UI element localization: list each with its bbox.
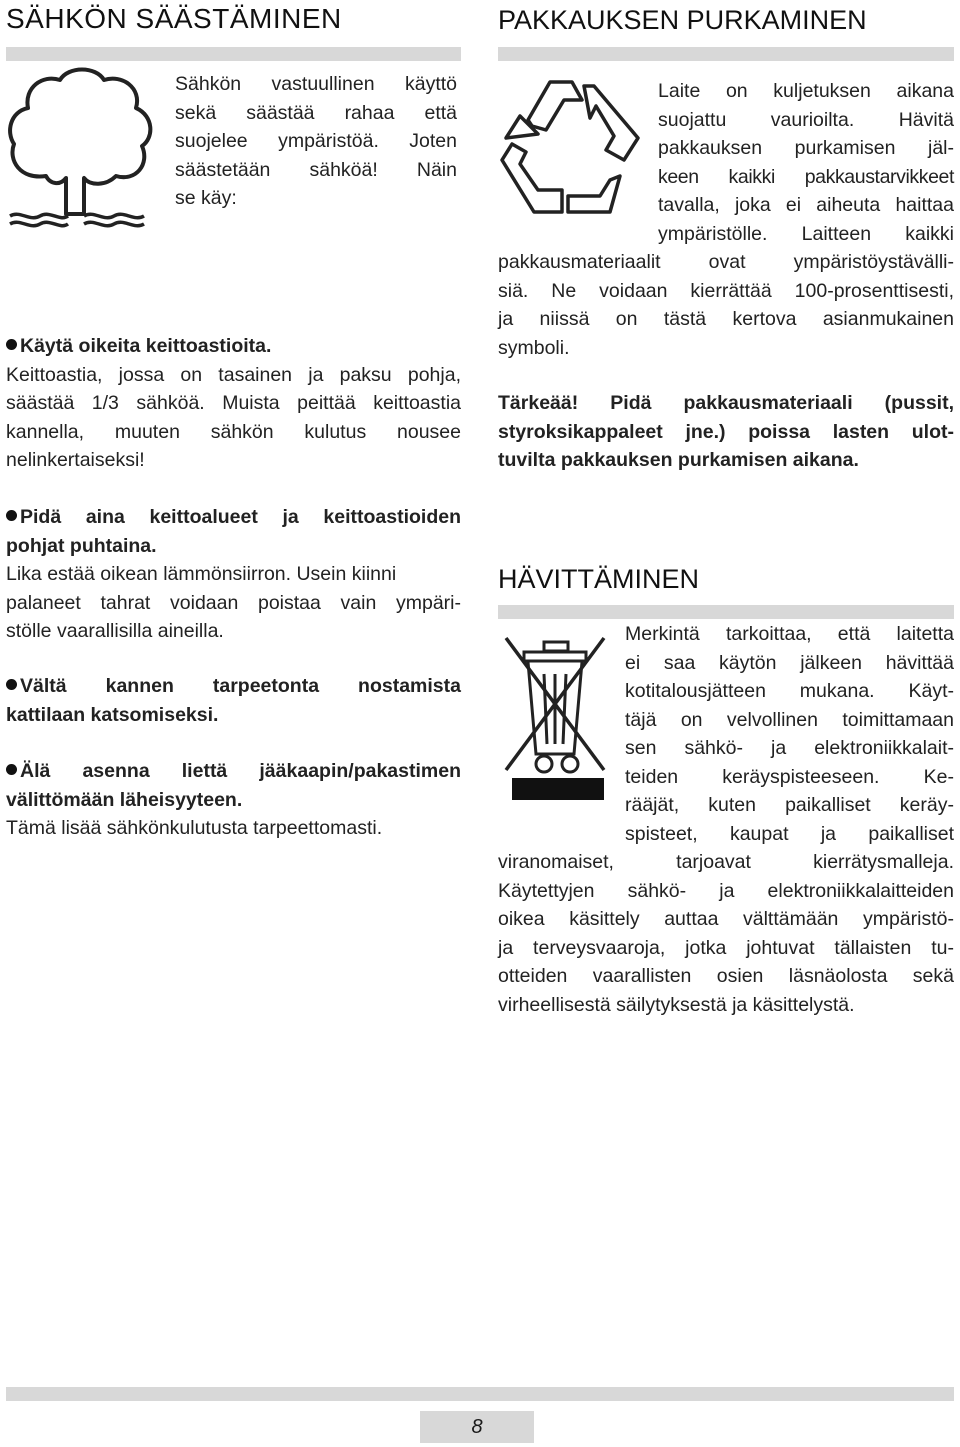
bullet-icon (6, 679, 17, 690)
unpacking-line: ja niissä on tästä kertova asianmukainen (498, 308, 954, 330)
tip-heading: Käytä oikeita keittoastioita. (6, 332, 461, 361)
tip-heading: Pidä aina keittoalueet ja keittoastioiden (6, 503, 461, 532)
tip-lid (6, 672, 461, 729)
important-warning (498, 389, 954, 475)
tip-body-line: säästää 1/3 sähköä. Muista peittää keittoastia (6, 392, 461, 414)
bullet-icon (6, 764, 17, 775)
disposal-line: viranomaiset, tarjoavat kierrätysmalleja. (498, 851, 954, 873)
tip-body-line: palaneet tahrat voidaan poistaa vain ympäri- (6, 591, 461, 614)
important-line: styroksikappaleet jne.) poissa lasten ulot- (498, 420, 954, 443)
disposal-line: ei saa käytön jälkeen hävittää (625, 651, 954, 674)
unpacking-rest (498, 248, 954, 362)
unpacking-line: symboli. (498, 336, 570, 359)
tip-heading: Älä asenna liettä jääkaapin/pakastimen (6, 757, 461, 786)
unpacking-line: keen kaikki pakkaustarvikkeet (658, 165, 954, 188)
disposal-intro (625, 620, 954, 848)
disposal-line: ja terveysvaaroja, jotka johtuvat tällaisten tu- (498, 936, 954, 959)
disposal-line: oikea käsittely auttaa välttämään ympäristö- (498, 908, 954, 930)
unpacking-line: pakkauksen purkamisen jäl- (658, 137, 954, 159)
tip-body-line: kannella, muuten sähkön kulutus nousee (6, 420, 461, 443)
tip-body-line: nelinkertaiseksi! (6, 449, 145, 471)
intro-line: sekä säästää rahaa että (175, 101, 457, 124)
unpacking-line: tavalla, joka ei aiheuta haittaa (658, 194, 954, 216)
disposal-line: otteiden vaarallisten osien läsnäolosta sekä (498, 965, 954, 987)
disposal-line: rääjät, kuten paikalliset keräy- (625, 794, 954, 816)
disposal-line: Käytettyjen sähkö- ja elektroniikkalaitteiden (498, 879, 954, 902)
tip-heading: pohjat puhtaina. (6, 534, 157, 557)
footer-rule (6, 1387, 954, 1401)
important-line: tuvilta pakkauksen purkamisen aikana. (498, 449, 859, 471)
tip-clean (6, 503, 461, 646)
tip-heading: välittömään läheisyyteen. (6, 788, 243, 811)
tip-body-line: Keittoastia, jossa on tasainen ja paksu pohja, (6, 363, 461, 386)
unpacking-intro (658, 77, 954, 248)
title-rule (6, 47, 461, 61)
intro-line: Sähkön vastuullinen käyttö (175, 73, 457, 95)
tip-cookware (6, 332, 461, 475)
section-title-unpacking: PAKKAUKSEN PURKAMINEN (498, 5, 867, 35)
disposal-line: Merkintä tarkoittaa, että laitetta (625, 623, 954, 645)
disposal-line: kotitalousjätteen mukana. Käyt- (625, 680, 954, 702)
intro-paragraph (175, 70, 457, 213)
recycle-icon (498, 72, 640, 218)
disposal-line: teiden keräyspisteeseen. Ke- (625, 765, 954, 788)
tree-icon (6, 64, 156, 244)
crossed-out-bin-icon (500, 630, 610, 805)
unpacking-line: pakkausmateriaalit ovat ympäristöystävälli- (498, 251, 954, 273)
disposal-line: spisteet, kaupat ja paikalliset (625, 822, 954, 845)
tip-body-line: Lika estää oikean lämmönsiirron. Usein kiinni (6, 563, 397, 585)
page-number: 8 (420, 1411, 534, 1443)
section-title-disposal: HÄVITTÄMINEN (498, 564, 700, 594)
section-title-energy-saving: SÄHKÖN SÄÄSTÄMINEN (6, 3, 342, 34)
disposal-line: sen sähkö- ja elektroniikkalait- (625, 737, 954, 759)
intro-line: säästetään sähköä! Näin (175, 158, 457, 181)
unpacking-line: suojattu vaurioilta. Hävitä (658, 108, 954, 131)
title-rule (498, 47, 954, 61)
unpacking-line: ympäristölle. Laitteen kaikki (658, 222, 954, 245)
unpacking-line: siä. Ne voidaan kierrättää 100-prosenttisesti, (498, 279, 954, 302)
bullet-icon (6, 510, 17, 521)
tip-fridge (6, 757, 461, 843)
tip-body-line: stölle vaarallisilla aineilla. (6, 620, 224, 642)
tip-heading: kattilaan katsomiseksi. (6, 703, 219, 726)
unpacking-line: Laite on kuljetuksen aikana (658, 80, 954, 102)
intro-line: se käy: (175, 187, 237, 209)
bullet-icon (6, 339, 17, 350)
tip-heading: Vältä kannen tarpeetonta nostamista (6, 672, 461, 701)
intro-line: suojelee ympäristöä. Joten (175, 130, 457, 152)
important-line: Tärkeää! Pidä pakkausmateriaali (pussit, (498, 392, 954, 414)
disposal-line: virheellisestä säilytyksestä ja käsittelystä. (498, 993, 855, 1016)
disposal-line: täjä on velvollinen toimittamaan (625, 708, 954, 731)
disposal-rest (498, 848, 954, 1019)
tip-body-line: Tämä lisää sähkönkulutusta tarpeettomasti. (6, 817, 383, 839)
title-rule (498, 605, 954, 619)
